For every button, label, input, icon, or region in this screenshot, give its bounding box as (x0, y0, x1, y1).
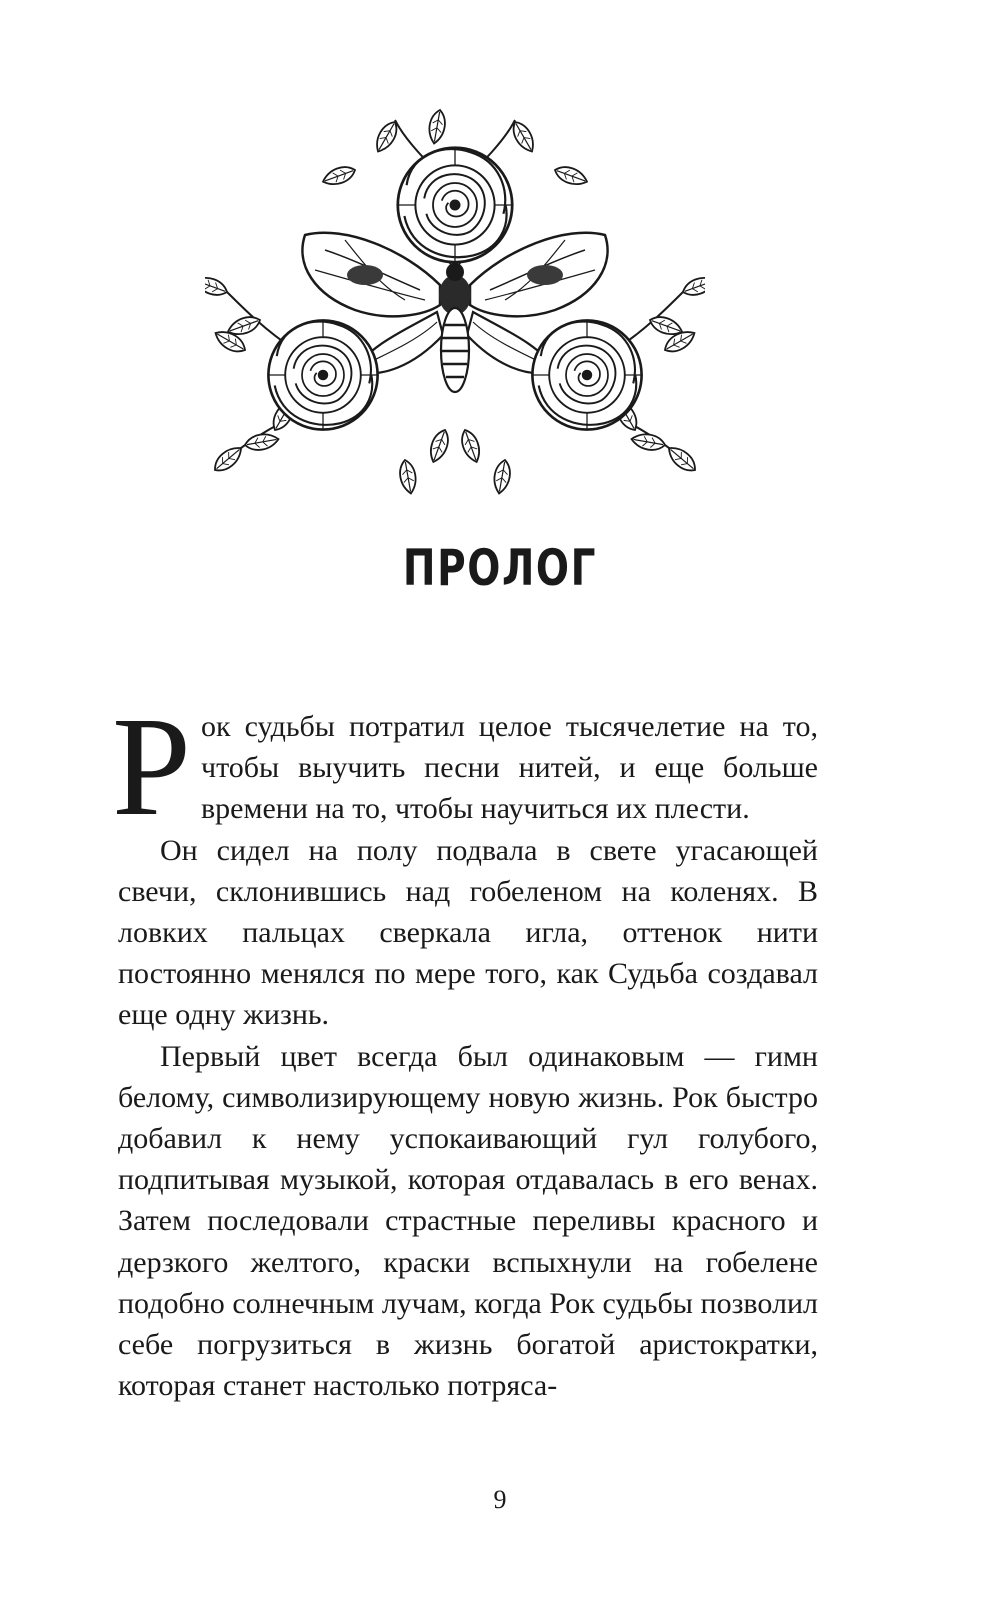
drop-cap: Р (112, 687, 191, 845)
paragraph-1 (112, 687, 818, 845)
paragraph-3: Первый цвет всегда был одинаковым — гимн белому, символизирующему новую жизнь. Рок быстро добавил к нему успокаивающий гул голубого, подпитывая музыкой, которая отдавалась в его венах. Затем последовали страстные переливы красного и дерзкого желтого, краски вспыхнули на гобелене подобно солнечным лучам, когда Рок судьбы позволил себе погрузиться в жизнь богатой аристократки, которая станет настолько потряса- (118, 1039, 818, 1403)
moth-roses-ornament-icon (205, 100, 705, 500)
chapter-title: ПРОЛОГ (402, 539, 598, 597)
paragraph-2: Он сидел на полу подвала в свете угасающей свечи, склонившись над гобеленом на коленях. В ловких пальцах сверкала игла, оттенок нити постоянно менялся по мере того, как Судьба создавал еще одну жизнь. (118, 833, 818, 1032)
paragraph-1-text: ок судьбы потратил целое тысячелетие на то, чтобы выучить песни нитей, и еще больше времени на то, чтобы научиться их плести. (200, 710, 818, 826)
body-text (112, 687, 818, 1406)
page-number: 9 (493, 1485, 507, 1514)
